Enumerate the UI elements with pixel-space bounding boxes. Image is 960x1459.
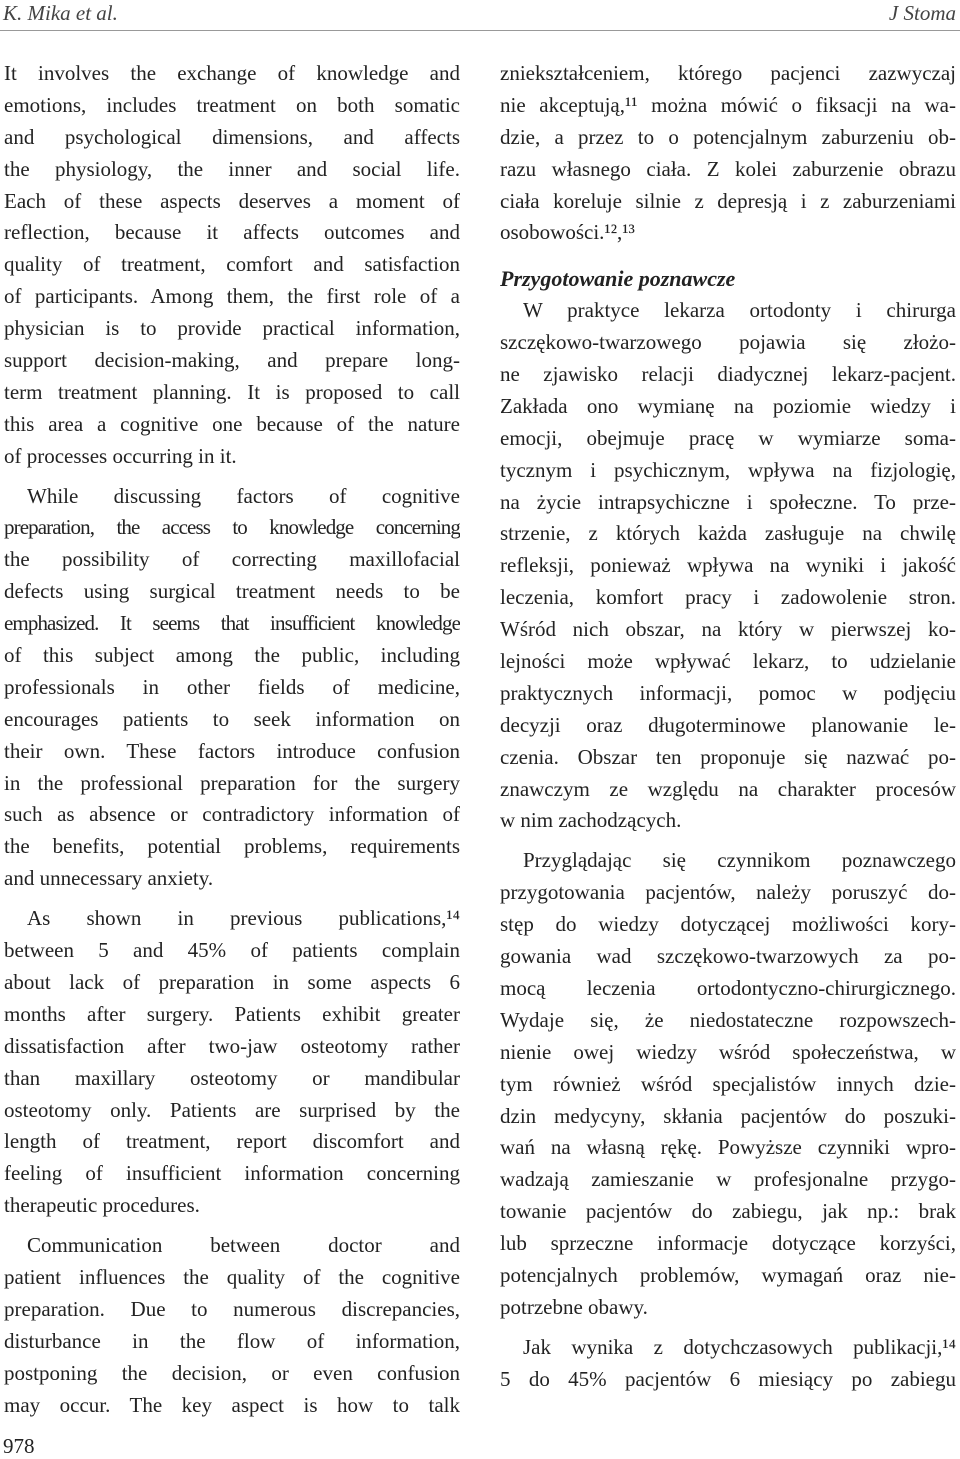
left-column <box>4 58 460 1421</box>
text-line: szczękowo-twarzowego pojawia się złożo- <box>500 330 956 355</box>
text-line: razu własnego ciała. Z kolei zaburzenie obrazu <box>500 156 956 181</box>
text-line: przygotowania pacjentów, należy poruszyć do- <box>500 880 956 905</box>
text-line: ne zjawisko relacji diadycznej lekarz-pacjent. <box>500 362 956 387</box>
section-heading: Przygotowanie poznawcze <box>500 266 736 292</box>
text-line: of this subject among the public, including <box>4 643 460 668</box>
text-line: reflection, because it affects outcomes and <box>4 220 460 245</box>
right-column <box>500 58 956 1396</box>
text-line: wadzają zamieszanie w profesjonalne przygo- <box>500 1167 956 1192</box>
text-line: 5 do 45% pacjentów 6 miesiący po zabiegu <box>500 1366 956 1391</box>
text-line: preparation, the access to knowledge concerning <box>4 515 460 540</box>
text-line: dzie, a przez to o potencjalnym zaburzeniu ob- <box>500 124 956 149</box>
text-line: encourages patients to seek information on <box>4 706 460 731</box>
text-line: towanie pacjentów do zabiegu, jak np.: brak <box>500 1199 956 1224</box>
text-line: than maxillary osteotomy or mandibular <box>4 1065 460 1090</box>
text-line: potencjalnych problemów, wymagań oraz nie- <box>500 1262 956 1287</box>
text-line: term treatment planning. It is proposed to call <box>4 379 460 404</box>
text-line: months after surgery. Patients exhibit greater <box>4 1001 460 1026</box>
text-line: Przyglądając się czynnikom poznawczego <box>523 848 956 873</box>
paragraph-gap <box>4 895 460 903</box>
text-line: in the professional preparation for the surgery <box>4 770 460 795</box>
text-line: lejności może wpływać lekarz, to udzielanie <box>500 649 956 674</box>
text-line: While discussing factors of cognitive <box>27 483 460 508</box>
text-line: W praktyce lekarza ortodonty i chirurga <box>523 298 956 323</box>
paragraph <box>4 903 460 1222</box>
text-line: nie akceptują,¹¹ można mówić o fiksacji na wa- <box>500 92 956 117</box>
text-line: stęp do wiedzy dotyczącej możliwości kory- <box>500 912 956 937</box>
text-line: zniekształceniem, którego pacjenci zazwyczaj <box>500 61 956 85</box>
paragraph <box>500 295 956 837</box>
text-line: such as absence or contradictory information of <box>4 802 460 827</box>
paragraph-gap <box>4 473 460 481</box>
paragraph-gap <box>500 837 956 845</box>
text-line: lub sprzeczne informacje dotyczące korzyści, <box>500 1231 956 1256</box>
text-line: osobowości.¹²,¹³ <box>500 220 635 245</box>
text-line: their own. These factors introduce confusion <box>4 738 460 763</box>
text-line: Jak wynika z dotychczasowych publikacji,¹⁴ <box>523 1334 956 1359</box>
paragraph <box>500 1332 956 1396</box>
text-line: this area a cognitive one because of the nature <box>4 411 460 436</box>
header-journal: J Stoma <box>888 1 956 25</box>
paragraph <box>500 845 956 1323</box>
paragraph <box>4 58 460 473</box>
text-line: length of treatment, report discomfort and <box>4 1129 460 1154</box>
page-number: 978 <box>3 1434 35 1458</box>
text-line: gowania wad szczękowo-twarzowych za po- <box>500 944 956 969</box>
text-line: between 5 and 45% of patients complain <box>4 938 460 963</box>
text-line: decyzji oraz długoterminowe planowanie le- <box>500 712 956 737</box>
paragraph-continuation <box>500 58 956 249</box>
text-line: disturbance in the flow of information, <box>4 1328 460 1353</box>
text-line: As shown in previous publications,¹⁴ <box>27 906 460 931</box>
text-line: of participants. Among them, the first role of a <box>4 284 460 309</box>
text-line: w nim zachodzących. <box>500 808 682 833</box>
text-line: of processes occurring in it. <box>4 443 237 468</box>
text-line: preparation. Due to numerous discrepancies, <box>4 1296 460 1321</box>
text-line: emocji, obejmuje pracę w wymiarze soma- <box>500 425 956 450</box>
header-authors: K. Mika et al. <box>3 1 118 25</box>
text-line: the physiology, the inner and social life. <box>4 156 460 181</box>
text-line: and psychological dimensions, and affects <box>4 124 460 149</box>
text-line: dzin medycyny, skłania pacjentów do poszuki- <box>500 1103 956 1128</box>
text-line: postponing the decision, or even confusion <box>4 1360 460 1385</box>
text-line: refleksji, ponieważ wpływa na wyniki i jakość <box>500 553 956 578</box>
paragraph <box>4 481 460 896</box>
paragraph-gap <box>500 1324 956 1332</box>
text-line: Wśród nich obszar, na który w pierwszej ko- <box>500 617 956 642</box>
text-line: defects using surgical treatment needs to be <box>4 579 460 604</box>
text-line: emotions, includes treatment on both somatic <box>4 92 460 117</box>
text-line: quality of treatment, comfort and satisfaction <box>4 252 460 277</box>
text-line: the possibility of correcting maxillofacial <box>4 547 460 572</box>
text-line: tym również wśród specjalistów innych dzie- <box>500 1071 956 1096</box>
header-rule <box>0 30 960 31</box>
text-line: osteotomy only. Patients are surprised by the <box>4 1097 460 1122</box>
text-line: praktycznych informacji, pomoc w podjęciu <box>500 680 956 705</box>
paragraph <box>4 1230 460 1421</box>
text-line: the benefits, potential problems, requirements <box>4 834 460 859</box>
text-line: mocą leczenia ortodontyczno-chirurgicznego. <box>500 975 956 1000</box>
text-line: ciała koreluje silnie z depresją i z zaburzeniami <box>500 188 956 213</box>
text-line: patient influences the quality of the cognitive <box>4 1264 460 1289</box>
text-line: strzenie, z których każda zasługuje na chwilę <box>500 521 956 546</box>
text-line: Zakłada ono wymianę na poziomie wiedzy i <box>500 393 956 418</box>
text-line: and unnecessary anxiety. <box>4 866 214 891</box>
text-line: Communication between doctor and <box>27 1233 460 1258</box>
text-line: therapeutic procedures. <box>4 1193 200 1218</box>
text-line: wań na własną rękę. Powyższe czynniki wpro- <box>500 1135 956 1160</box>
text-line: czenia. Obszar ten proponuje się nazwać po- <box>500 744 956 769</box>
text-line: physician is to provide practical information, <box>4 316 460 341</box>
text-line: na życie intrapsychiczne i społeczne. To prze- <box>500 489 956 514</box>
text-line: tycznym i psychicznym, wpływa na fizjologię, <box>500 457 956 482</box>
text-line: Each of these aspects deserves a moment of <box>4 188 460 213</box>
running-header <box>0 0 960 40</box>
text-line: professionals in other fields of medicine, <box>4 674 460 699</box>
text-line: feeling of insufficient information concerning <box>4 1161 460 1186</box>
text-line: may occur. The key aspect is how to talk <box>4 1392 460 1417</box>
text-line: It involves the exchange of knowledge and <box>4 61 460 85</box>
text-line: about lack of preparation in some aspects 6 <box>4 969 460 994</box>
text-line: emphasized. It seems that insufficient knowledge <box>4 611 460 636</box>
text-line: nienie owej wiedzy wśród społeczeństwa, w <box>500 1039 956 1064</box>
text-line: leczenia, komfort pracy i zadowolenie stron. <box>500 585 956 610</box>
text-line: znawczym ze względu na charakter procesów <box>500 776 956 801</box>
paragraph-gap <box>4 1222 460 1230</box>
text-line: potrzebne obawy. <box>500 1294 648 1319</box>
text-line: support decision-making, and prepare long- <box>4 348 460 373</box>
text-line: dissatisfaction after two-jaw osteotomy rather <box>4 1033 460 1058</box>
text-line: Wydaje się, że niedostateczne rozpowszech- <box>500 1007 956 1032</box>
